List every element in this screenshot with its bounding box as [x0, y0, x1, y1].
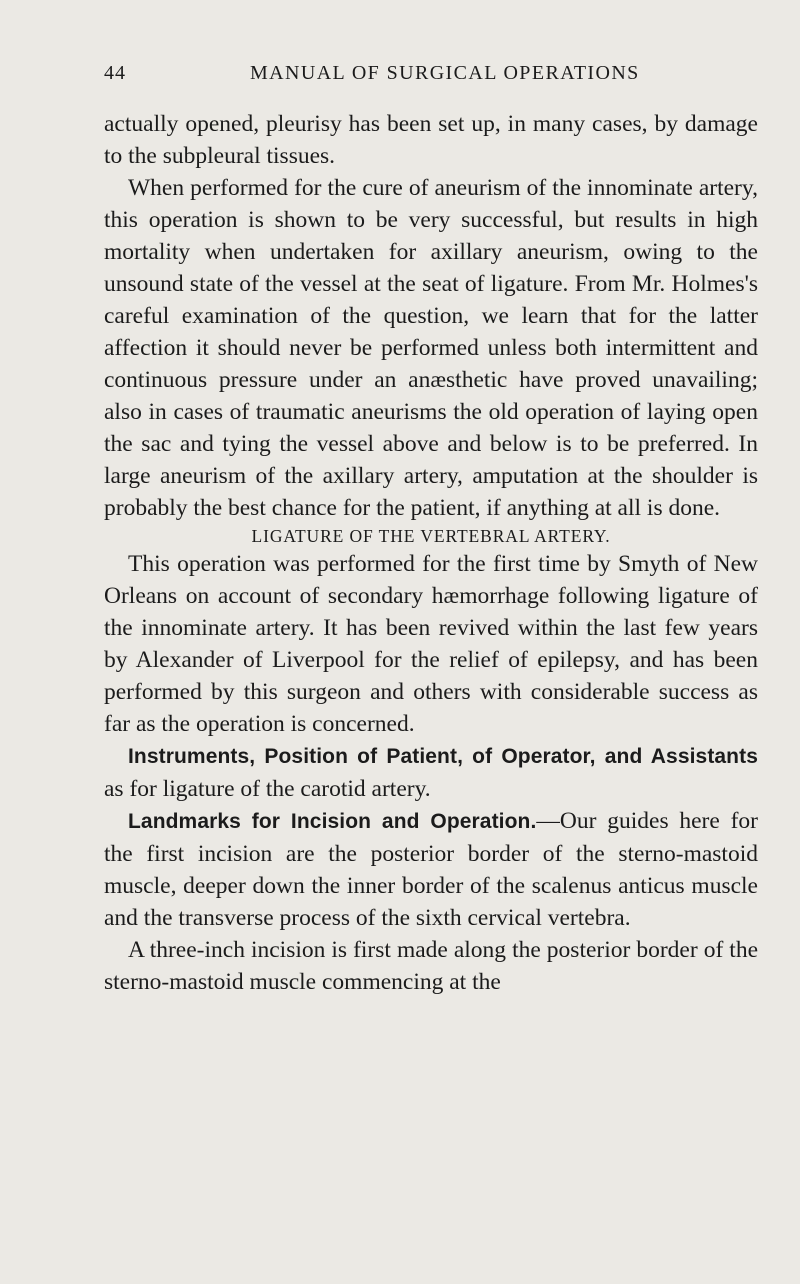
instruments-text: as for ligature of the carotid artery.	[104, 776, 431, 802]
paragraph-incision: A three-inch incision is first made along the posterior border of the sterno-mastoid muscle commencing at the	[104, 937, 758, 995]
body-text	[104, 108, 758, 998]
paragraph-aneurism: When performed for the cure of aneurism of the innominate artery, this operation is shown to be very successful, but results in high mortality when undertaken for axillary aneurism, owing to the unsound state of the vessel at the seat of ligature. From Mr. Holmes's careful examination of the question, we learn that for the latter affection it should never be performed unless both intermittent and continuous pressure under an anæsthetic have proved unavailing; also in cases of traumatic aneurisms the old operation of laying open the sac and tying the vessel above and below is to be preferred. In large aneurism of the axillary artery, amputation at the shoulder is probably the best chance for the patient, if anything at all is done.	[104, 175, 758, 521]
running-head	[104, 62, 744, 92]
section-heading: LIGATURE OF THE VERTEBRAL ARTERY.	[251, 526, 611, 546]
landmarks-subheading: Landmarks for Incision and Operation.	[128, 810, 537, 833]
instruments-subheading: Instruments, Position of Patient, of Operator, and Assistants	[128, 745, 758, 768]
paragraph-instruments	[104, 740, 758, 805]
running-title: MANUAL OF SURGICAL OPERATIONS	[250, 62, 640, 84]
landmarks-text: —Our guides here for the first incision are the posterior border of the sterno-mastoid muscle, deeper down the inner border of the scalenus anticus muscle and the transverse process of the sixth cervical vertebra.	[104, 808, 758, 931]
paragraph-history: This operation was performed for the first time by Smyth of New Orleans on account of secondary hæmorrhage following ligature of the innominate artery. It has been revived within the last few years by Alexander of Liverpool for the relief of epilepsy, and has been performed by this surgeon and others with considerable success as far as the operation is concerned.	[104, 551, 758, 737]
paragraph-landmarks	[104, 805, 758, 934]
paragraph-continuation: actually opened, pleurisy has been set up, in many cases, by damage to the subpleural tissues.	[104, 111, 758, 169]
page-number: 44	[104, 62, 126, 84]
